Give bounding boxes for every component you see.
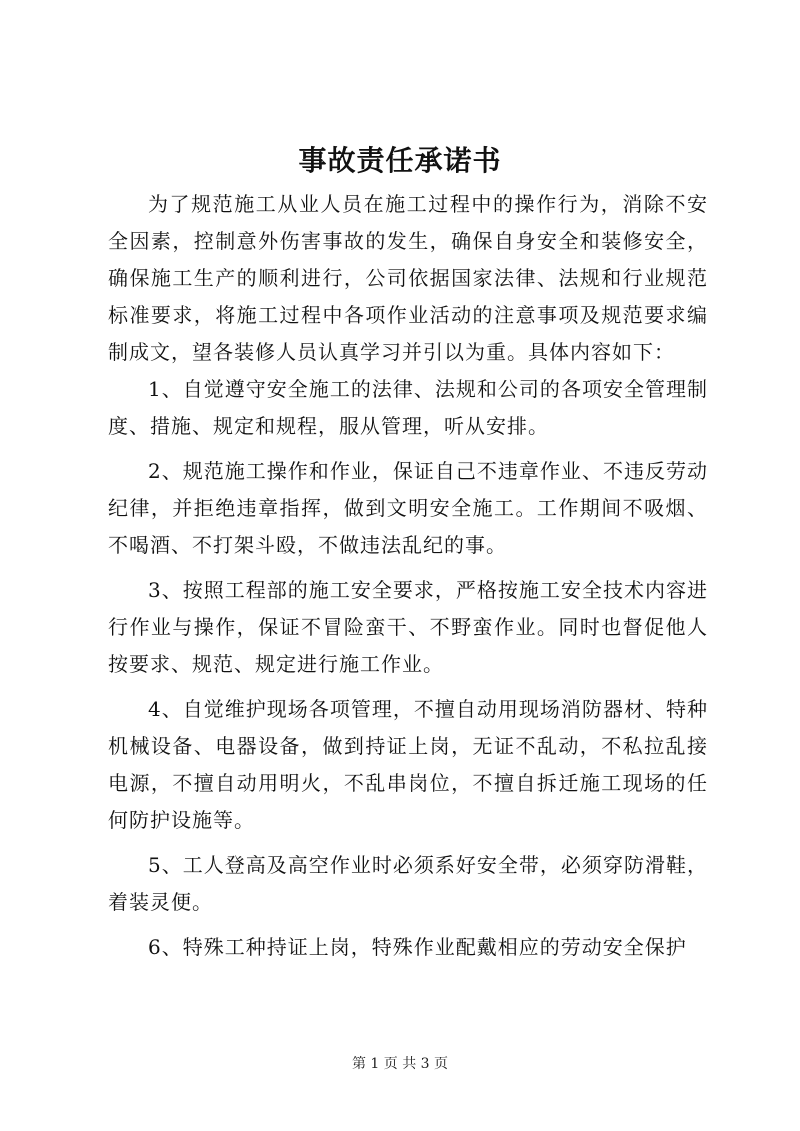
clause-paragraph-6: 6、特殊工种持证上岗，特殊作业配戴相应的劳动安全保护 — [148, 935, 687, 959]
clause-paragraph-2: 2、规范施工操作和作业，保证自己不违章作业、不违反劳动纪律，并拒绝违章指挥，做到文明安全施工。工作期间不吸烟、不喝酒、不打架斗殴，不做违法乱纪的事。 — [108, 459, 708, 557]
document-body — [108, 186, 708, 974]
clause-paragraph-4: 4、自觉维护现场各项管理，不擅自动用现场消防器材、特种机械设备、电器设备，做到持证上岗，无证不乱动，不私拉乱接电源，不擅自动用明火，不乱串岗位，不擅自拆迁施工现场的任何防护设施等。 — [108, 697, 708, 832]
clause-paragraph-1: 1、自觉遵守安全施工的法律、法规和公司的各项安全管理制度、措施、规定和规程，服从管理，听从安排。 — [108, 377, 708, 438]
intro-paragraph: 为了规范施工从业人员在施工过程中的操作行为，消除不安全因素，控制意外伤害事故的发生，确保自身安全和装修安全，确保施工生产的顺利进行，公司依据国家法律、法规和行业规范标准要求，将施工过程中各项作业活动的注意事项及规范要求编制成文，望各装修人员认真学习并引以为重。具体内容如下： — [108, 192, 708, 364]
page-number-footer: 第 1 页 共 3 页 — [351, 1056, 449, 1072]
document-title: 事故责任承诺书 — [298, 144, 502, 177]
clause-paragraph-3: 3、按照工程部的施工安全要求，严格按施工安全技术内容进行作业与操作，保证不冒险蛮干、不野蛮作业。同时也督促他人按要求、规范、规定进行施工作业。 — [108, 578, 708, 676]
clause-paragraph-5: 5、工人登高及高空作业时必须系好安全带，必须穿防滑鞋，着装灵便。 — [108, 853, 708, 914]
